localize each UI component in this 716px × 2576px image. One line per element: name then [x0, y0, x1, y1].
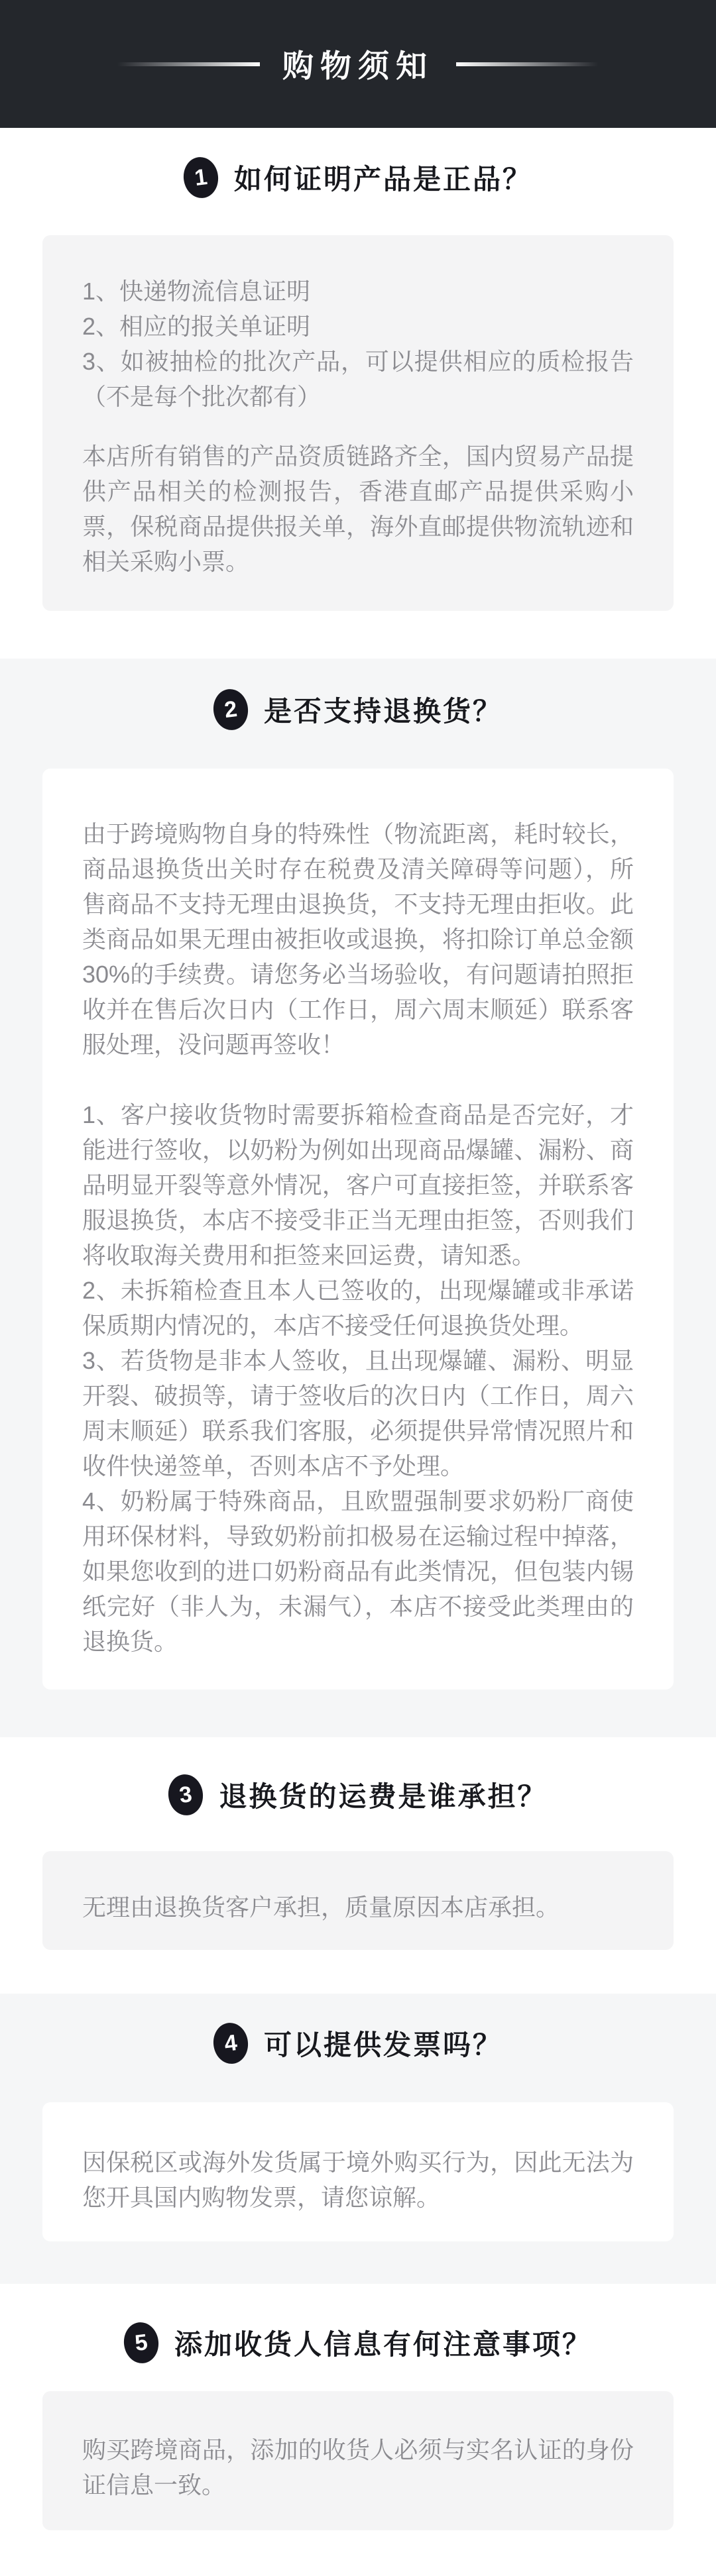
return-rule-2: 2、未拆箱检查且本人已签收的，出现爆罐或非承诺保质期内情况的，本店不接受任何退换货处理。	[82, 1277, 634, 1339]
section-1-number-badge: 1	[181, 155, 220, 200]
return-rule-1: 1、客户接收货物时需要拆箱检查商品是否完好，才能进行签收，以奶粉为例如出现商品爆罐、漏粉、商品明显开裂等意外情况，客户可直接拒签，并联系客服退换货，本店不接受非正当无理由拒签，否则我们将收取海关费用和拒签来回运费，请知悉。	[82, 1101, 634, 1269]
proof-item-3: 3、如被抽检的批次产品，可以提供相应的质检报告（不是每个批次都有）	[82, 348, 634, 410]
section-5-card	[42, 2391, 674, 2530]
section-3-number-badge: 3	[166, 1772, 206, 1817]
section-1-title-row	[0, 157, 716, 198]
header-divider-right-line	[456, 62, 599, 66]
section-2-number-badge: 2	[211, 687, 250, 732]
section-return-shipping-fee	[0, 1737, 716, 1950]
section-2-card	[42, 769, 674, 1690]
return-policy-intro: 由于跨境购物自身的特殊性（物流距离，耗时较长，商品退换货出关时存在税费及清关障碍等问题），所售商品不支持无理由退换货，不支持无理由拒收。此类商品如果无理由被拒收或退换，将扣除订单总金额30%的手续费。请您务必当场验收，有问题请拍照拒收并在售后次日内（工作日，周六周末顺延）联系客服处理，没问题再签收！	[82, 820, 634, 1058]
page-header	[0, 0, 716, 128]
header-divider-left-line	[117, 62, 260, 66]
section-invoice	[0, 1994, 716, 2284]
return-rule-3: 3、若货物是非本人签收，且出现爆罐、漏粉、明显开裂、破损等，请于签收后的次日内（工作日，周六周末顺延）联系我们客服，必须提供异常情况照片和收件快递签单，否则本店不予处理。	[82, 1347, 634, 1479]
section-3-title: 退换货的运费是谁承担？	[219, 1781, 548, 1812]
section-5-title-row	[0, 2322, 716, 2363]
section-1-card	[42, 235, 674, 611]
section-3-paragraph: 无理由退换货客户承担，质量原因本店承担。	[82, 1894, 560, 1921]
section-4-paragraph: 因保税区或海外发货属于境外购买行为，因此无法为您开具国内购物发票，请您谅解。	[82, 2149, 634, 2211]
return-rule-4: 4、奶粉属于特殊商品，且欧盟强制要求奶粉厂商使用环保材料，导致奶粉前扣极易在运输过程中掉落，如果您收到的进口奶粉商品有此类情况，但包装内锡纸完好（非人为，未漏气），本店不接受此类理由的退换货。	[82, 1487, 634, 1655]
section-1-title: 如何证明产品是正品？	[233, 164, 532, 195]
section-5-paragraph: 购买跨境商品，添加的收货人必须与实名认证的身份证信息一致。	[82, 2436, 634, 2498]
section-4-number-badge: 4	[211, 2021, 250, 2066]
section-1-paragraph: 本店所有销售的产品资质链路齐全，国内贸易产品提供产品相关的检测报告，香港直邮产品提供采购小票，保税商品提供报关单，海外直邮提供物流轨迹和相关采购小票。	[82, 443, 634, 575]
section-4-card	[42, 2102, 674, 2241]
section-recipient-info	[0, 2284, 716, 2571]
section-2-title-row	[0, 689, 716, 730]
section-3-title-row	[0, 1774, 716, 1815]
section-return-policy	[0, 659, 716, 1737]
section-5-title: 添加收货人信息有何注意事项？	[174, 2329, 592, 2360]
proof-item-1: 1、快递物流信息证明	[82, 278, 311, 305]
page-title: 购物须知	[282, 48, 434, 83]
section-authenticity	[0, 128, 716, 611]
section-5-number-badge: 5	[121, 2320, 160, 2365]
section-2-title: 是否支持退换货？	[263, 696, 503, 727]
proof-item-2: 2、相应的报关单证明	[82, 313, 311, 340]
section-3-card	[42, 1851, 674, 1950]
section-4-title: 可以提供发票吗？	[263, 2029, 503, 2061]
section-4-title-row	[0, 2023, 716, 2064]
